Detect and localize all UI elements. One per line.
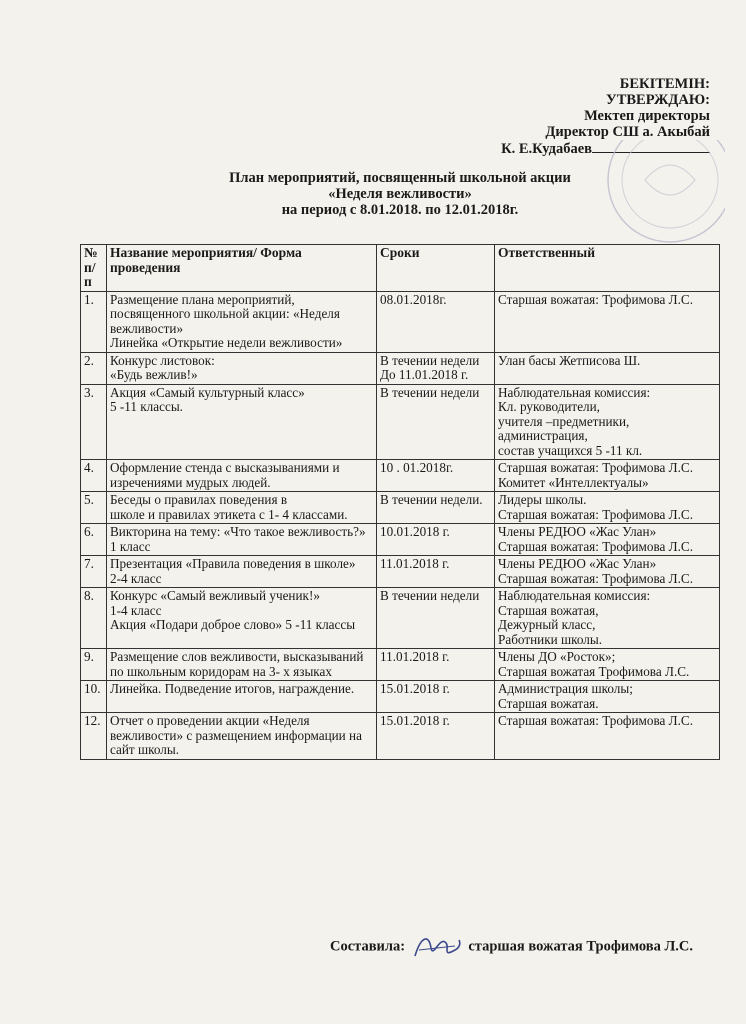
table-row — [81, 384, 720, 460]
row-name: Конкурс «Самый вежливый ученик!» 1-4 класс Акция «Подари доброе слово» 5 -11 классы — [107, 588, 377, 649]
row-name: Акция «Самый культурный класс» 5 -11 классы. — [107, 384, 377, 460]
compiled-by — [330, 930, 693, 964]
table-row — [81, 649, 720, 681]
compiled-by-name: старшая вожатая Трофимова Л.С. — [468, 938, 694, 955]
row-date: В течении недели До 11.01.2018 г. — [377, 352, 495, 384]
row-num: 2. — [81, 352, 107, 384]
document-title — [170, 170, 630, 218]
title-line-1: План мероприятий, посвященный школьной акции — [229, 170, 571, 186]
title-line-3: на период с 8.01.2018. по 12.01.2018г. — [281, 202, 519, 218]
row-responsible: Улан басы Жетписова Ш. — [495, 352, 720, 384]
row-date: В течении недели — [377, 588, 495, 649]
table-row — [81, 556, 720, 588]
row-num: 10. — [81, 681, 107, 713]
table-header-row — [81, 245, 720, 292]
row-num: 8. — [81, 588, 107, 649]
row-name: Беседы о правилах поведения в школе и правилах этикета с 1- 4 классами. — [107, 492, 377, 524]
row-date: 10.01.2018 г. — [377, 524, 495, 556]
row-responsible: Члены ДО «Росток»; Старшая вожатая Трофимова Л.С. — [495, 649, 720, 681]
row-date: 10 . 01.2018г. — [377, 460, 495, 492]
row-name: Отчет о проведении акции «Неделя вежливости» с размещением информации на сайт школы. — [107, 713, 377, 760]
row-date: В течении недели — [377, 384, 495, 460]
row-date: 11.01.2018 г. — [377, 649, 495, 681]
row-num: 7. — [81, 556, 107, 588]
table-row — [81, 291, 720, 352]
row-num: 6. — [81, 524, 107, 556]
row-responsible: Наблюдательная комиссия: Старшая вожатая, Дежурный класс, Работники школы. — [495, 588, 720, 649]
header-num: № п/п — [81, 245, 107, 292]
header-responsible: Ответственный — [495, 245, 720, 292]
row-date: 15.01.2018 г. — [377, 713, 495, 760]
row-date: В течении недели. — [377, 492, 495, 524]
table-row — [81, 681, 720, 713]
table-row — [81, 713, 720, 760]
row-responsible: Старшая вожатая: Трофимова Л.С. Комитет «Интеллектуалы» — [495, 460, 720, 492]
row-responsible: Администрация школы; Старшая вожатая. — [495, 681, 720, 713]
table-row — [81, 588, 720, 649]
table-row — [81, 352, 720, 384]
row-responsible: Старшая вожатая: Трофимова Л.С. — [495, 291, 720, 352]
table-row — [81, 460, 720, 492]
handwritten-signature-icon — [411, 930, 463, 964]
row-num: 4. — [81, 460, 107, 492]
row-name: Размещение плана мероприятий, посвященного школьной акции: «Неделя вежливости» Линейка «Открытие недели вежливости» — [107, 291, 377, 352]
row-num: 1. — [81, 291, 107, 352]
compiled-by-label: Составила: — [330, 938, 406, 955]
approval-line-kz: БЕКІТЕМІН: — [619, 76, 710, 92]
row-responsible: Члены РЕДЮО «Жас Улан» Старшая вожатая: Трофимова Л.С. — [495, 524, 720, 556]
header-name: Название мероприятия/ Форма проведения — [107, 245, 377, 292]
director-name: К. Е.Кудабаев — [501, 141, 592, 157]
row-num: 5. — [81, 492, 107, 524]
title-line-2: «Неделя вежливости» — [328, 186, 472, 202]
row-num: 3. — [81, 384, 107, 460]
table-body — [81, 291, 720, 759]
approval-position-ru: Директор СШ а. Акыбай — [545, 124, 710, 140]
row-responsible: Члены РЕДЮО «Жас Улан» Старшая вожатая: Трофимова Л.С. — [495, 556, 720, 588]
table-row — [81, 492, 720, 524]
row-date: 15.01.2018 г. — [377, 681, 495, 713]
header-date: Сроки — [377, 245, 495, 292]
approval-position-kz: Мектеп директоры — [584, 108, 710, 124]
row-name: Оформление стенда с высказываниями и изречениями мудрых людей. — [107, 460, 377, 492]
approval-line-ru: УТВЕРЖДАЮ: — [606, 92, 710, 108]
row-num: 9. — [81, 649, 107, 681]
row-name: Конкурс листовок: «Будь вежлив!» — [107, 352, 377, 384]
row-name: Линейка. Подведение итогов, награждение. — [107, 681, 377, 713]
table-row — [81, 524, 720, 556]
row-responsible: Наблюдательная комиссия: Кл. руководители, учителя –предметники, администрация, состав учащихся 5 -11 кл. — [495, 384, 720, 460]
events-table — [80, 244, 720, 760]
row-responsible: Лидеры школы. Старшая вожатая: Трофимова Л.С. — [495, 492, 720, 524]
row-responsible: Старшая вожатая: Трофимова Л.С. — [495, 713, 720, 760]
row-num: 12. — [81, 713, 107, 760]
row-name: Презентация «Правила поведения в школе» 2-4 класс — [107, 556, 377, 588]
row-name: Викторина на тему: «Что такое вежливость?» 1 класс — [107, 524, 377, 556]
row-date: 11.01.2018 г. — [377, 556, 495, 588]
row-date: 08.01.2018г. — [377, 291, 495, 352]
row-name: Размещение слов вежливости, высказываний по школьным коридорам на 3- х языках — [107, 649, 377, 681]
